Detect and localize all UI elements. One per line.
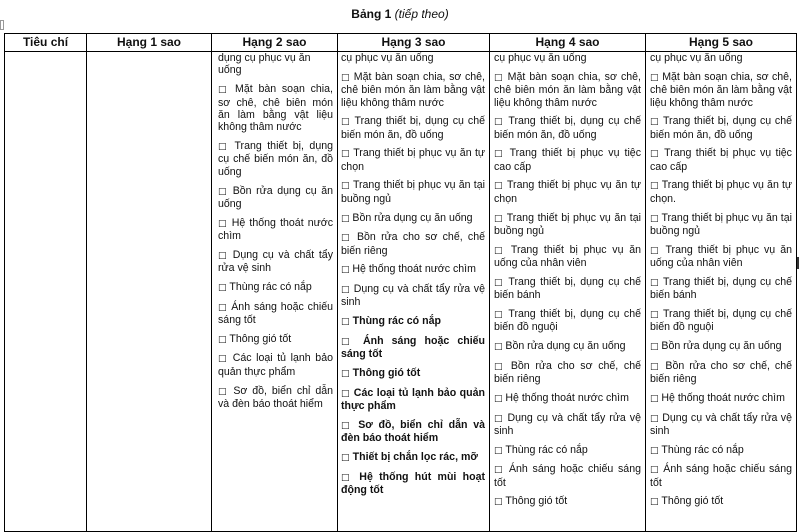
checkbox-bullet-icon: □: [218, 250, 233, 261]
list-item: [494, 340, 641, 353]
list-item-text: Thông gió tốt: [229, 332, 292, 345]
checkbox-bullet-icon: □: [650, 277, 663, 288]
list-item: [218, 185, 333, 211]
checkbox-bullet-icon: □: [650, 309, 663, 320]
list-item: [650, 463, 792, 489]
checkbox-bullet-icon: □: [494, 309, 509, 320]
list-item-text: Hệ thống hút mùi hoạt động tốt: [341, 470, 485, 497]
list-item-text: Bồn rửa dụng cụ ăn uống: [661, 339, 782, 352]
list-item-text: Thùng rác có nắp: [352, 315, 441, 328]
list-item-text: Hệ thống thoát nước chìm: [218, 216, 333, 243]
list-item-text: Thông gió tốt: [505, 495, 568, 508]
list-item: [494, 71, 641, 109]
list-item-text: Trang thiết bị phục vụ ăn tại buồng ngủ: [494, 211, 641, 237]
list-item: [650, 340, 792, 353]
criteria-table: [4, 33, 797, 532]
list-item-text: Trang thiết bị, dụng cụ chế biến món ăn, đồ uống: [650, 115, 792, 141]
list-item: [218, 301, 333, 327]
caption-main: Bảng 1: [351, 7, 392, 21]
list-item-text: Bồn rửa dụng cụ ăn uống: [352, 211, 473, 224]
list-item-text: Thùng rác có nắp: [229, 280, 312, 293]
checkbox-bullet-icon: □: [341, 285, 354, 296]
list-item: [341, 367, 485, 380]
checkbox-bullet-icon: □: [650, 245, 666, 256]
list-item-text: Trang thiết bị phục vụ ăn tự chọn.: [650, 179, 792, 205]
checkbox-bullet-icon: □: [494, 117, 509, 128]
checkbox-bullet-icon: □: [341, 368, 353, 379]
list-item: [650, 115, 792, 141]
checkbox-bullet-icon: □: [494, 277, 509, 288]
list-item: [650, 71, 792, 109]
list-item-text: Dụng cụ và chất tẩy rửa vệ sinh: [218, 248, 333, 275]
checkbox-bullet-icon: □: [650, 497, 662, 508]
list-item: [494, 412, 641, 438]
checkbox-bullet-icon: □: [218, 302, 232, 313]
list-item: [494, 444, 641, 457]
list-item: [341, 263, 485, 276]
list-item-text: Trang thiết bị phục vụ ăn uống của nhân viên: [650, 243, 792, 270]
list-item-text: Các loại tủ lạnh bảo quản thực phẩm: [341, 386, 485, 413]
checkbox-bullet-icon: □: [218, 186, 233, 197]
list-item-text: Ánh sáng hoặc chiếu sáng tốt: [341, 334, 485, 361]
checkbox-bullet-icon: □: [341, 265, 353, 276]
list-item-text: Hệ thống thoát nước chìm: [505, 391, 629, 404]
checkbox-bullet-icon: □: [494, 465, 509, 476]
list-item-text: Ánh sáng hoặc chiếu sáng tốt: [494, 463, 641, 489]
cell-rank-2: [212, 52, 338, 532]
list-item-text: Trang thiết bị, dụng cụ chế biến đồ nguội: [650, 307, 792, 334]
checkbox-bullet-icon: □: [494, 149, 510, 160]
list-item-text: Ánh sáng hoặc chiếu sáng tốt: [218, 300, 333, 326]
list-item-text: Thùng rác có nắp: [661, 443, 744, 456]
list-item: [341, 315, 485, 328]
list-item: [341, 212, 485, 225]
checkbox-bullet-icon: □: [650, 213, 662, 224]
checkbox-bullet-icon: □: [341, 472, 360, 483]
checkbox-bullet-icon: □: [494, 245, 511, 256]
list-item-text: Mặt bàn soạn chia, sơ chê, chê biên món ăn làm bằng vật liệu không thâm nước: [650, 70, 792, 109]
table-caption: [0, 7, 800, 21]
list-item: [650, 276, 792, 302]
checkbox-bullet-icon: □: [650, 465, 664, 476]
checkbox-bullet-icon: □: [218, 334, 230, 345]
checkbox-bullet-icon: □: [341, 72, 354, 83]
checkbox-bullet-icon: □: [341, 149, 354, 160]
checkbox-bullet-icon: □: [494, 72, 508, 83]
checkbox-bullet-icon: □: [341, 420, 359, 431]
rank-3-list: [341, 52, 485, 496]
header-rank-1: Hạng 1 sao: [87, 34, 212, 52]
list-item-text: Hệ thống thoát nước chìm: [661, 391, 785, 404]
list-item-text: Trang thiết bị phục vụ ăn uống của nhân viên: [494, 243, 641, 270]
checkbox-bullet-icon: □: [650, 117, 663, 128]
caption-sub: (tiếp theo): [394, 7, 449, 21]
list-item: [341, 231, 485, 257]
list-item: [218, 385, 333, 411]
checkbox-bullet-icon: □: [341, 336, 363, 347]
list-item-text: Sơ đồ, biển chỉ dẫn và đèn báo thoát hiểm: [218, 384, 333, 410]
rank-5-list: [650, 52, 792, 509]
checkbox-bullet-icon: □: [650, 149, 665, 160]
list-item-text: Trang thiết bị, dụng cụ chế biến món ăn, đồ uống: [341, 115, 485, 141]
checkbox-bullet-icon: □: [341, 233, 357, 244]
list-lead-text: dụng cụ phục vụ ăn uống: [218, 52, 311, 77]
list-item-text: Trang thiết bị phục vụ ăn tự chọn: [494, 179, 641, 205]
list-item: [650, 392, 792, 405]
list-item-text: Trang thiết bị phục vụ tiệc cao cấp: [650, 147, 792, 173]
list-item: [218, 249, 333, 275]
list-item: [341, 387, 485, 413]
checkbox-bullet-icon: □: [494, 181, 507, 192]
list-item-text: Bồn rửa cho sơ chế, chế biến riêng: [650, 359, 792, 386]
list-item: [494, 495, 641, 508]
list-item-text: Hệ thống thoát nước chìm: [352, 263, 476, 276]
list-item-text: Trang thiết bị, dụng cụ chế biến món ăn, đồ uống: [494, 115, 641, 141]
list-item: [341, 283, 485, 309]
list-item-text: Bồn rửa dụng cụ ăn uống: [218, 184, 333, 210]
list-item-text: Ánh sáng hoặc chiếu sáng tốt: [650, 463, 792, 489]
list-item: [218, 352, 333, 378]
list-item: [494, 244, 641, 270]
header-rank-5: Hạng 5 sao: [646, 34, 797, 52]
list-item-text: Mặt bàn soạn chia, sơ chê, chê biên món ăn làm bằng vật liệu không thâm nước: [218, 83, 333, 134]
list-item: [341, 419, 485, 445]
list-item: [341, 451, 485, 464]
list-item: [494, 212, 641, 238]
list-item-text: Trang thiết bị, dụng cụ chế biến đồ nguội: [494, 307, 641, 334]
list-item: [341, 179, 485, 205]
list-item: [218, 333, 333, 346]
list-item: [650, 495, 792, 508]
list-item: [341, 71, 485, 109]
checkbox-bullet-icon: □: [494, 497, 506, 508]
checkbox-bullet-icon: □: [494, 213, 507, 224]
list-item-text: Trang thiết bị phục vụ ăn tại buồng ngủ: [650, 211, 792, 237]
list-item-text: Mặt bàn soạn chia, sơ chê, chê biên món ăn làm bằng vật liệu không thâm nước: [341, 70, 485, 109]
rank-4-list: [494, 52, 641, 509]
list-item: [494, 463, 641, 489]
list-item-text: Trang thiết bị, dụng cụ chế biến món ăn, đồ uống: [218, 140, 333, 178]
list-item: [650, 212, 792, 238]
checkbox-bullet-icon: □: [650, 361, 666, 372]
list-item-text: Trang thiết bị phục vụ tiệc cao cấp: [494, 147, 641, 173]
header-row: [5, 34, 797, 52]
list-item-text: Bồn rửa cho sơ chế, chế biến riêng: [341, 231, 485, 257]
list-item-text: Dụng cụ và chất tẩy rửa vệ sinh: [494, 411, 641, 437]
checkbox-bullet-icon: □: [341, 213, 353, 224]
list-item-text: Bồn rửa dụng cụ ăn uống: [505, 339, 626, 352]
list-item: [341, 115, 485, 141]
header-rank-2: Hạng 2 sao: [212, 34, 338, 52]
list-item-text: Các loại tủ lạnh bảo quản thực phẩm: [218, 352, 333, 378]
list-item: [650, 308, 792, 334]
checkbox-bullet-icon: □: [341, 388, 354, 399]
list-item-text: Dụng cụ và chất tẩy rửa vệ sinh: [341, 283, 485, 309]
list-item: [650, 412, 792, 438]
checkbox-bullet-icon: □: [218, 218, 232, 229]
list-item: [650, 244, 792, 270]
cell-rank-1: [87, 52, 212, 532]
checkbox-bullet-icon: □: [494, 413, 508, 424]
checkbox-bullet-icon: □: [650, 413, 663, 424]
checkbox-bullet-icon: □: [341, 317, 353, 328]
checkbox-bullet-icon: □: [650, 393, 662, 404]
checkbox-bullet-icon: □: [218, 282, 230, 293]
checkbox-bullet-icon: □: [341, 452, 353, 463]
list-item: [341, 335, 485, 361]
header-rank-4: Hạng 4 sao: [490, 34, 646, 52]
list-item-text: Sơ đồ, biển chỉ dẫn và đèn báo thoát hiểm: [341, 418, 485, 445]
checkbox-bullet-icon: □: [341, 117, 355, 128]
checkbox-bullet-icon: □: [650, 72, 663, 83]
list-item: [650, 179, 792, 205]
list-item: [494, 392, 641, 405]
list-item: [494, 179, 641, 205]
list-item-text: Thông gió tốt: [352, 366, 421, 379]
list-item: [218, 281, 333, 294]
list-item-text: Thùng rác có nắp: [505, 443, 588, 456]
list-item: [218, 83, 333, 134]
list-item: [494, 147, 641, 173]
list-item: [650, 147, 792, 173]
list-item: [494, 276, 641, 302]
checkbox-bullet-icon: □: [341, 181, 353, 192]
list-item-text: Trang thiết bị phục vụ ăn tự chọn: [341, 147, 485, 173]
checkbox-bullet-icon: □: [650, 181, 662, 192]
checkbox-bullet-icon: □: [218, 354, 233, 365]
list-item: [494, 115, 641, 141]
list-item-text: Mặt bàn soạn chia, sơ chê, chê biên món ăn làm bằng vật liệu không thâm nước: [494, 70, 641, 109]
cell-rank-4: [490, 52, 646, 532]
list-item-text: Dụng cụ và chất tẩy rửa vệ sinh: [650, 411, 792, 437]
list-lead-text: cụ phục vụ ăn uống: [650, 52, 743, 64]
checkbox-bullet-icon: □: [494, 393, 506, 404]
cell-rank-5: [646, 52, 797, 532]
list-item-text: Bồn rửa cho sơ chế, chế biến riêng: [494, 359, 641, 386]
page-corner-marker: [0, 20, 4, 30]
list-item-text: Trang thiết bị, dụng cụ chế biến bánh: [494, 275, 641, 302]
checkbox-bullet-icon: □: [494, 341, 506, 352]
list-item: [341, 147, 485, 173]
checkbox-bullet-icon: □: [650, 445, 662, 456]
list-item-text: Thiết bị chắn lọc rác, mỡ: [352, 450, 478, 463]
list-item: [650, 360, 792, 386]
edge-marker: [797, 257, 799, 269]
list-item-text: Trang thiết bị phục vụ ăn tại buồng ngủ: [341, 179, 485, 205]
cell-criteria: [5, 52, 87, 532]
table-row: [5, 52, 797, 532]
list-item: [218, 140, 333, 178]
list-item: [218, 217, 333, 243]
list-lead-text: cụ phục vụ ăn uống: [341, 52, 434, 64]
list-item-text: Thông gió tốt: [661, 495, 724, 508]
list-item-text: Trang thiết bị, dụng cụ chế biến bánh: [650, 275, 792, 302]
list-item: [494, 360, 641, 386]
header-rank-3: Hạng 3 sao: [338, 34, 490, 52]
checkbox-bullet-icon: □: [218, 142, 235, 153]
list-item: [494, 308, 641, 334]
list-item: [650, 444, 792, 457]
rank-2-list: [218, 52, 333, 410]
list-item: [341, 471, 485, 497]
checkbox-bullet-icon: □: [218, 85, 236, 96]
checkbox-bullet-icon: □: [218, 386, 234, 397]
header-criteria: Tiêu chí: [5, 34, 87, 52]
checkbox-bullet-icon: □: [650, 341, 662, 352]
list-lead-text: cụ phục vụ ăn uống: [494, 52, 587, 64]
checkbox-bullet-icon: □: [494, 445, 506, 456]
checkbox-bullet-icon: □: [494, 361, 511, 372]
cell-rank-3: [338, 52, 490, 532]
